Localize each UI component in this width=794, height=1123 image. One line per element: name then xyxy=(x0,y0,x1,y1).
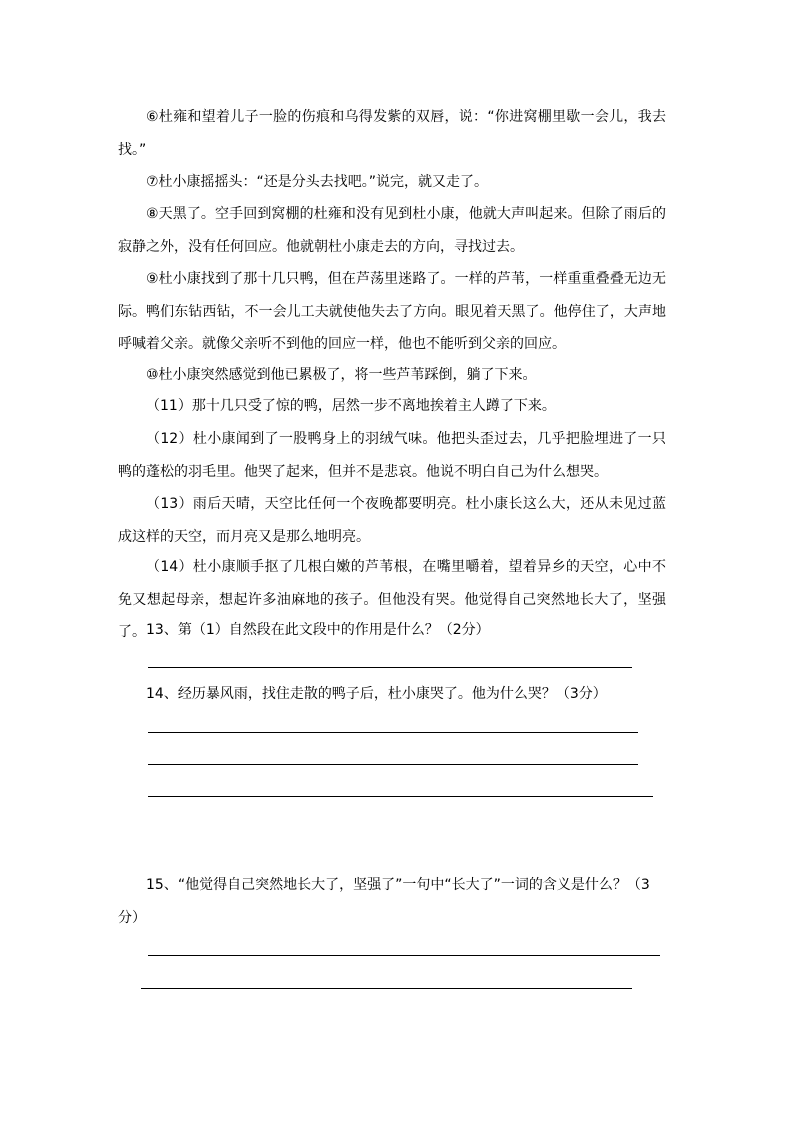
answer-line[interactable] xyxy=(148,732,638,733)
answer-line[interactable] xyxy=(148,764,638,765)
question-15: 15、“他觉得自己突然地长大了，坚强了”一句中“长大了”一词的含义是什么？（3分） xyxy=(118,877,650,926)
question-13: 13、第（1）自然段在此文段中的作用是什么？（2分） xyxy=(146,622,490,638)
paragraph-10: ⑩杜小康突然感觉到他已累极了，将一些芦苇踩倒，躺了下来。 xyxy=(146,367,537,383)
paragraph-14: （14）杜小康顺手抠了几根白嫩的芦苇根，在嘴里嚼着，望着异乡的天空，心中不免又想起母亲，想起许多油麻地的孩子。但他没有哭。他觉得自己突然地长大了，坚强了。 xyxy=(118,559,666,640)
paragraph-6: ⑥杜雍和望着儿子一脸的伤痕和乌得发紫的双唇，说：“你进窝棚里歇一会儿，我去找。” xyxy=(118,109,666,158)
answer-line[interactable] xyxy=(148,955,660,956)
paragraph-8: ⑧天黑了。空手回到窝棚的杜雍和没有见到杜小康，他就大声叫起来。但除了雨后的寂静之外，没有任何回应。他就朝杜小康走去的方向，寻找过去。 xyxy=(118,206,666,255)
question-14: 14、经历暴风雨，找住走散的鸭子后，杜小康哭了。他为什么哭？（3分） xyxy=(146,686,607,702)
paragraph-12: （12）杜小康闻到了一股鸭身上的羽绒气味。他把头歪过去，几乎把脸埋进了一只鸭的蓬松的羽毛里。他哭了起来，但并不是悲哀。他说不明白自己为什么想哭。 xyxy=(118,431,666,480)
answer-line[interactable] xyxy=(141,988,632,989)
answer-line[interactable] xyxy=(148,796,653,797)
paragraph-7: ⑦杜小康摇摇头：“还是分头去找吧。”说完，就又走了。 xyxy=(146,174,489,190)
paragraph-9: ⑨杜小康找到了那十几只鸭，但在芦荡里迷路了。一样的芦苇，一样重重叠叠无边无际。鸭们东钻西钻，不一会儿工夫就使他失去了方向。眼见着天黑了。他停住了，大声地呼喊着父亲。就像父亲听不到他的回应一样，他也不能听到父亲的回应。 xyxy=(118,271,666,352)
answer-line[interactable] xyxy=(148,667,632,668)
paragraph-11: （11）那十几只受了惊的鸭，居然一步不离地挨着主人蹲了下来。 xyxy=(146,398,556,414)
paragraph-13: （13）雨后天晴，天空比任何一个夜晚都要明亮。杜小康长这么大，还从未见过蓝成这样的天空，而月亮又是那么地明亮。 xyxy=(118,496,666,545)
